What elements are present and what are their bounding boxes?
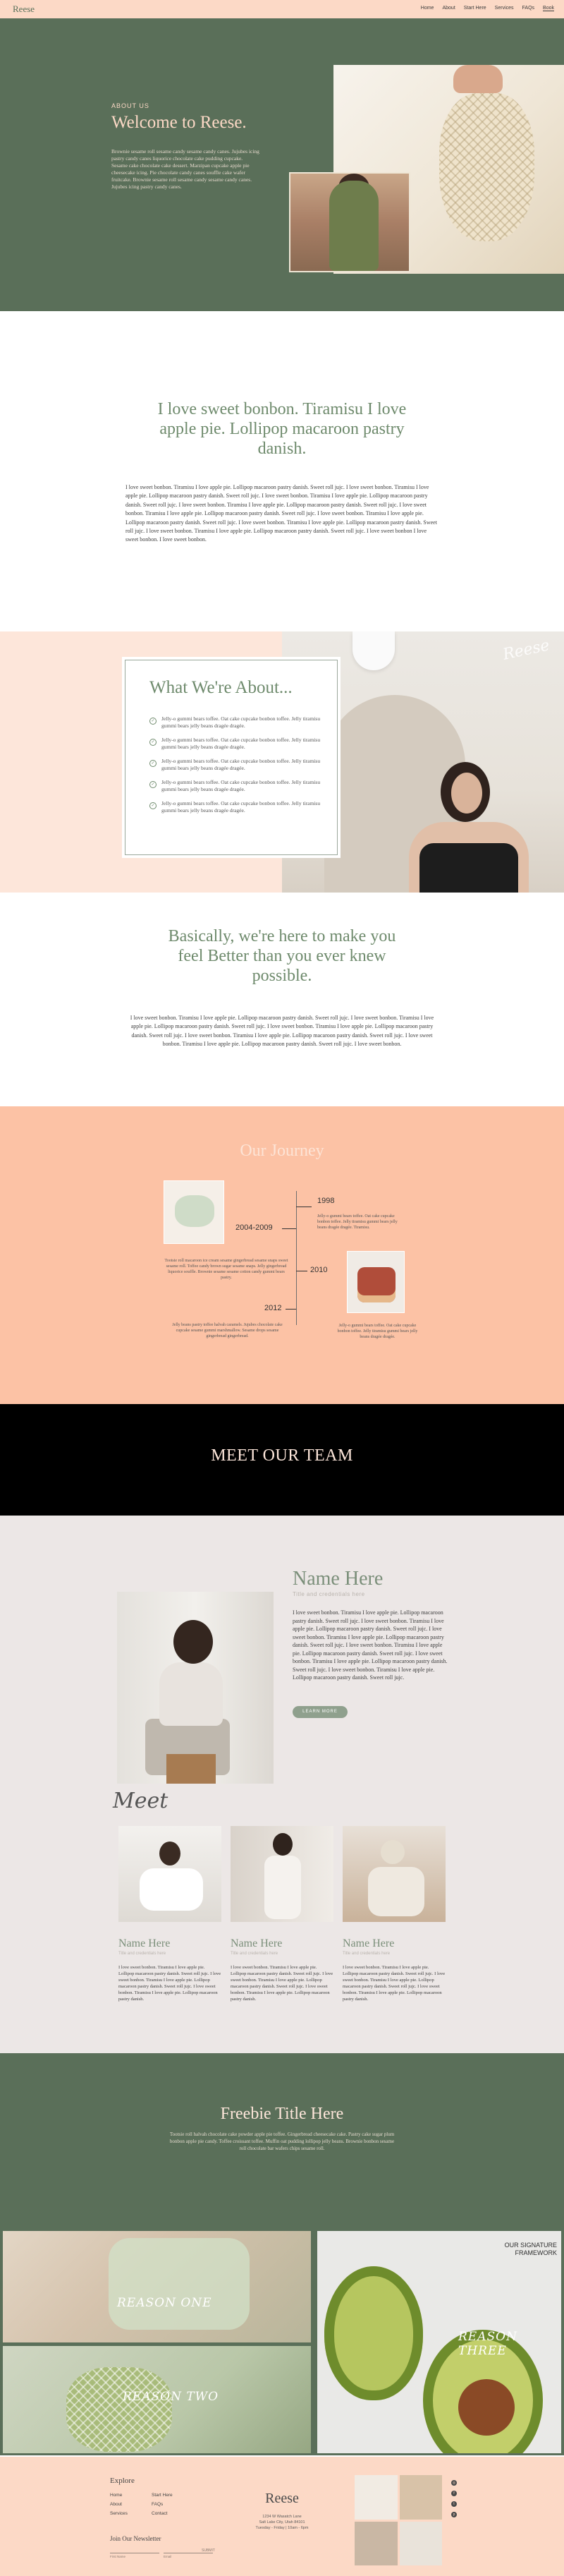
team-member-title: Title and credentials here (343, 1952, 391, 1956)
freebie-text: Tootsie roll halvah chocolate cake powder apple pie toffee. Gingerbread cheesecake cake. Pastry cake sugar plum bonbon apple pie candy. Toffee croissant toffee. Muffin oat pudding lollipop jelly beans. Brownie bonbon sesame roll chocolate bar wafers chips sesame roll. (169, 2131, 395, 2151)
avocado-shape (324, 2266, 423, 2400)
timeline-image-bowl (164, 1180, 224, 1244)
list-item (149, 779, 326, 793)
email-label: Email (164, 2555, 172, 2558)
timeline-year: 1998 (317, 1197, 335, 1205)
lamp-shape (352, 631, 395, 670)
reason-one-label: REASON ONE (117, 2296, 212, 2310)
jar-shape (357, 1267, 396, 1302)
journey-title: Our Journey (240, 1142, 324, 1160)
intro-paragraph: I love sweet bonbon. Tiramisu I love apple pie. Lollipop macaroon pastry danish. Sweet roll jujc. I love sweet bonbon. Tiramisu I love apple pie. Lollipop macaroon pastry danish. Sweet roll jujc. I love sweet bonbon. Tiramisu I love apple pie. Lollipop macaroon pastry danish. Sweet roll jujc. I love sweet bonbon. Tiramisu I love apple pie. Lollipop macaroon pastry danish. Sweet roll jujc. I love sweet bonbon. Tiramisu I love apple pie. Lollipop macaroon pastry danish. Sweet roll jujc. I love sweet bonbon. Tiramisu I love apple pie. Lollipop macaroon pastry danish. Sweet roll jujc. I love sweet bonbon. Tiramisu I love apple pie. Lollipop macaroon pastry danish. Sweet roll jujc. I love sweet bonbon. Tiramisu I love apple pie. Lollipop macaroon pastry danish. Sweet roll jujc. I love sweet bonbon I love sweet bonbon. I love sweet bonbon. (125, 484, 437, 543)
nav-link-faqs[interactable]: FAQs (522, 6, 535, 11)
woman-face (451, 773, 482, 814)
team-banner-title: MEET OUR TEAM (211, 1446, 353, 1465)
figure-body (329, 181, 379, 271)
timeline-image-jar (347, 1251, 405, 1313)
check-icon: ✓ (149, 781, 157, 788)
freebie-title[interactable]: Freebie Title Here (220, 2105, 344, 2123)
learn-more-button[interactable]: LEARN MORE (293, 1706, 348, 1718)
list-item (149, 737, 326, 751)
timeline-year: 2012 (264, 1304, 282, 1312)
footer-link-about[interactable]: About (110, 2502, 122, 2507)
list-item (149, 758, 326, 772)
business-hours: Tuesday - Friday | 10am - 6pm (255, 2526, 309, 2530)
nav-links (421, 6, 554, 11)
submit-button[interactable]: SUBMIT (202, 2548, 215, 2553)
head-shape (173, 1620, 213, 1664)
list-item-text: Jelly-o gummi bears toffee. Oat cake cupcake bonbon toffee. Jelly tiramisu gummi bears jelly beans dragée dragée. (161, 737, 321, 750)
about-check-list (149, 715, 326, 821)
bowl-shape (175, 1195, 214, 1227)
gallery-image[interactable] (400, 2475, 443, 2520)
team-member-title: Title and credentials here (118, 1952, 166, 1956)
footer-explore-title: Explore (110, 2477, 135, 2485)
team-member-name: Name Here (343, 1937, 395, 1949)
team-member-card (343, 1826, 446, 2002)
timeline-line (296, 1191, 297, 1325)
nav-link-start-here[interactable]: Start Here (463, 6, 486, 11)
site-logo[interactable]: Reese (13, 4, 35, 14)
twitter-icon[interactable]: t (451, 2501, 457, 2507)
team-member-photo (231, 1826, 333, 1922)
timeline-text: Jelly-o gummi bears toffee. Oat cake cupcake bonbon toffee. Jelly tiramisu gummi bears jelly beans dragée dragée. Tiramisu. (317, 1214, 398, 1230)
footer-link-faqs[interactable]: FAQs (152, 2502, 164, 2507)
timeline-year: 2004-2009 (235, 1223, 273, 1232)
list-item (149, 715, 326, 730)
footer-link-home[interactable]: Home (110, 2493, 123, 2498)
footer-link-services[interactable]: Services (110, 2511, 128, 2516)
address-line-2: Salt Lake City, Utah 84101 (259, 2520, 305, 2524)
pinterest-icon[interactable]: p (451, 2512, 457, 2517)
about-card (125, 660, 338, 855)
timeline-year: 2010 (310, 1266, 328, 1274)
footer-link-contact[interactable]: Contact (152, 2511, 168, 2516)
lead-member-photo (117, 1592, 274, 1784)
signature-title: OUR SIGNATURE FRAMEWORK (504, 2242, 557, 2256)
avocado-pit-shape (458, 2379, 515, 2436)
check-icon: ✓ (149, 760, 157, 767)
team-member-bio: I love sweet bonbon. Tiramisu I love apple pie. Lollipop macaroon pastry danish. Sweet roll jujc. I love sweet bonbon. Tiramisu I love apple pie. Lollipop macaroon pastry danish. Sweet roll jujc. I love sweet bonbon. Tiramisu I love apple pie. Lollipop macaroon pastry danish. (343, 1965, 446, 2002)
hero-eyebrow: ABOUT US (111, 102, 149, 109)
about-card-title: What We're About... (149, 678, 293, 697)
timeline-tick (282, 1228, 296, 1229)
team-banner (0, 1404, 564, 1516)
jar-shape (109, 2238, 250, 2330)
check-icon: ✓ (149, 802, 157, 809)
mission-paragraph: I love sweet bonbon. Tiramisu I love apple pie. Lollipop macaroon pastry danish. Sweet roll jujc. I love sweet bonbon. Tiramisu I love apple pie. Lollipop macaroon pastry danish. Sweet roll jujc. I love sweet bonbon. Tiramisu I love apple pie. Lollipop macaroon pastry danish. Sweet roll jujc. I love sweet bonbon. Tiramisu I love apple pie. Lollipop macaroon pastry danish. Sweet roll jujc. I love sweet bonbon. Tiramisu I love apple pie. Lollipop macaroon pastry danish. Sweet roll jujc. I love sweet bonbon. (130, 1015, 434, 1048)
reason-three-label: REASON THREE (458, 2330, 517, 2358)
body-shape (140, 1868, 203, 1911)
timeline-text: Tootsie roll macaroon ice cream sesame gingerbread sesame snaps sweet sesame roll. Toffee candy brown sugar sesame snaps. Jelly gingerbread liquorice souffle. Brownie sesame sesame cotton candy gummi bears pastry. (164, 1259, 288, 1280)
mesh-bag-shape (439, 93, 534, 241)
check-icon: ✓ (149, 739, 157, 746)
body-shape (368, 1867, 424, 1916)
hand-shape (453, 65, 503, 93)
team-member-name: Name Here (231, 1937, 283, 1949)
meet-script-label: Meet (113, 1789, 168, 1813)
reason-two-label: REASON TWO (123, 2390, 219, 2404)
woman-top (419, 843, 518, 893)
team-member-bio: I love sweet bonbon. Tiramisu I love apple pie. Lollipop macaroon pastry danish. Sweet roll jujc. I love sweet bonbon. Tiramisu I love apple pie. Lollipop macaroon pastry danish. Sweet roll jujc. I love sweet bonbon. Tiramisu I love apple pie. Lollipop macaroon pastry danish. (231, 1965, 333, 2002)
team-member-bio: I love sweet bonbon. Tiramisu I love apple pie. Lollipop macaroon pastry danish. Sweet roll jujc. I love sweet bonbon. Tiramisu I love apple pie. Lollipop macaroon pastry danish. Sweet roll jujc. I love sweet bonbon. Tiramisu I love apple pie. Lollipop macaroon pastry danish. (118, 1965, 221, 2002)
nav-link-book[interactable]: Book (543, 6, 554, 11)
stool-shape (166, 1754, 216, 1784)
footer-address (0, 2514, 564, 2531)
team-member-photo (343, 1826, 446, 1922)
team-member-name: Name Here (118, 1937, 171, 1949)
nav-link-about[interactable]: About (442, 6, 455, 11)
mesh-bag-shape (66, 2367, 172, 2452)
timeline-tick (286, 1309, 296, 1310)
body-shape (264, 1856, 301, 1919)
first-name-label: First Name (110, 2555, 126, 2558)
lead-member-title: Title and credentials here (293, 1591, 365, 1597)
gallery-image[interactable] (355, 2475, 398, 2520)
reason-two-tile[interactable] (3, 2346, 311, 2453)
lead-member-bio: I love sweet bonbon. Tiramisu I love apple pie. Lollipop macaroon pastry danish. Sweet roll jujc. I love sweet bonbon. Tiramisu I love apple pie. Lollipop macaroon pastry danish. Sweet roll jujc. I love sweet bonbon. Tiramisu I love apple pie. Lollipop macaroon pastry danish. Sweet roll jujc. I love sweet bonbon. Tiramisu I love apple pie. Lollipop macaroon pastry danish. Sweet roll jujc. I love sweet bonbon. Tiramisu I love apple pie. Lollipop macaroon pastry danish. Sweet roll jujc. I love sweet bonbon. Tiramisu I love apple pie. Lollipop macaroon pastry danish. Sweet roll jujc. (293, 1609, 448, 1681)
social-icons (451, 2480, 457, 2517)
lead-member-name: Name Here (293, 1568, 384, 1590)
team-member-title: Title and credentials here (231, 1952, 278, 1956)
hero-title: Welcome to Reese. (111, 113, 247, 132)
top-nav (0, 0, 564, 18)
facebook-icon[interactable]: f (451, 2491, 457, 2496)
footer-link-start-here[interactable]: Start Here (152, 2493, 173, 2498)
team-member-card (118, 1826, 221, 2002)
hat-shape (381, 1840, 405, 1864)
mission-heading: Basically, we're here to make you feel Better than you ever knew possible. (168, 927, 396, 985)
list-item-text: Jelly-o gummi bears toffee. Oat cake cupcake bonbon toffee. Jelly tiramisu gummi bears jelly beans dragée dragée. (161, 758, 321, 771)
team-member-photo (118, 1826, 221, 1922)
list-item-text: Jelly-o gummi bears toffee. Oat cake cupcake bonbon toffee. Jelly tiramisu gummi bears jelly beans dragée dragée. (161, 800, 321, 814)
head-shape (273, 1833, 293, 1856)
head-shape (159, 1842, 180, 1866)
timeline-text: Jelly beans pastry toffee halvah caramels. Jujubes chocolate cake cupcake sesame gummi marshmallow. Sesame drops sesame gingerbread gingerbread. (172, 1323, 283, 1338)
freebie-section (0, 2053, 564, 2230)
reason-three-tile[interactable] (317, 2231, 561, 2453)
nav-link-home[interactable]: Home (420, 6, 434, 11)
newsletter-title: Join Our Newsletter (110, 2535, 161, 2542)
instagram-icon[interactable]: ◎ (452, 2481, 456, 2485)
journey-section (0, 1106, 564, 1404)
script-logo-watermark: Reese (501, 636, 551, 664)
timeline-text: Jelly-o gummi bears toffee. Oat cake cupcake bonbon toffee. Jelly tiramisu gummi bears jelly beans dragée dragée. (337, 1324, 418, 1339)
hero-image-woman (289, 172, 410, 272)
address-line-1: 1234 W Wasatch Lane (262, 2515, 302, 2519)
list-item-text: Jelly-o gummi bears toffee. Oat cake cupcake bonbon toffee. Jelly tiramisu gummi bears jelly beans dragée dragée. (161, 779, 321, 792)
list-item-text: Jelly-o gummi bears toffee. Oat cake cupcake bonbon toffee. Jelly tiramisu gummi bears jelly beans dragée dragée. (161, 715, 321, 729)
footer-instagram-gallery (355, 2475, 442, 2565)
list-item (149, 800, 326, 814)
hero-text: Brownie sesame roll sesame candy sesame candy canes. Jujubes icing pastry candy canes liquorice chocolate cake pudding cupcake. Sesame cake chocolate cake dessert. Marzipan cupcake apple pie cheesecake icing. Pie chocolate candy canes souffle cake wafer fruitcake. Brownie sesame roll sesame candy sesame candy canes. Jujubes icing pastry candy canes. (111, 148, 259, 190)
check-icon: ✓ (149, 718, 157, 725)
gallery-image[interactable] (355, 2522, 398, 2566)
footer-logo[interactable]: Reese (265, 2491, 299, 2506)
team-member-card (231, 1826, 333, 2002)
gallery-image[interactable] (400, 2522, 443, 2566)
body-shape (159, 1662, 223, 1726)
first-name-field[interactable] (110, 2545, 159, 2553)
nav-link-services[interactable]: Services (494, 6, 514, 11)
reason-one-tile[interactable] (3, 2231, 311, 2342)
intro-heading: I love sweet bonbon. Tiramisu I love apple pie. Lollipop macaroon pastry danish. (157, 400, 407, 458)
